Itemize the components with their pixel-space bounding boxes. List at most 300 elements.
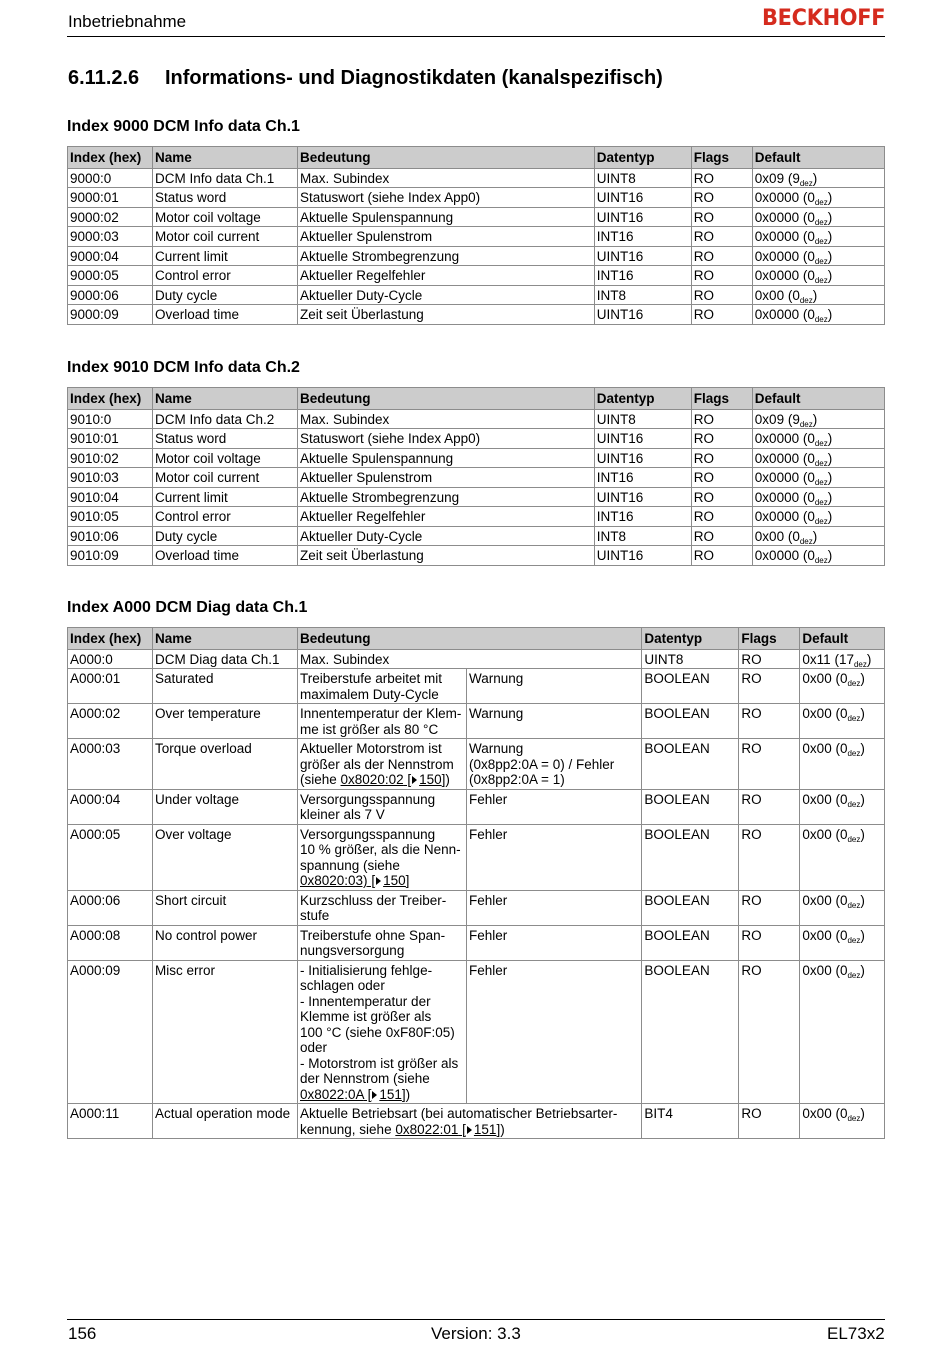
- cell-meaning: [298, 704, 467, 739]
- meaning-line: maximalem Duty-Cycle: [300, 686, 439, 702]
- dez-subscript: dez: [847, 1114, 861, 1123]
- cell-datatype: INT16: [594, 266, 691, 286]
- cell-default: [800, 704, 885, 739]
- cell-name: Misc error: [153, 960, 298, 1104]
- dez-subscript: dez: [814, 217, 828, 227]
- link-page[interactable]: 151: [473, 1121, 497, 1137]
- cell-default: [800, 890, 885, 925]
- cell-name: Current limit: [153, 487, 298, 507]
- table-row: [68, 704, 885, 739]
- cell-datatype: INT8: [594, 285, 691, 305]
- cell-datatype: BOOLEAN: [642, 739, 739, 790]
- default-close: ): [860, 892, 865, 908]
- cell-meaning: Aktuelle Strombegrenzung: [298, 487, 595, 507]
- cell-name: Over voltage: [153, 824, 298, 890]
- dez-subscript: dez: [847, 714, 861, 723]
- cell-default: [800, 649, 885, 669]
- meaning-line: [300, 1122, 639, 1138]
- cell-severity: Fehler: [467, 925, 642, 960]
- col-default: Default: [800, 628, 885, 650]
- cell-severity: Fehler: [467, 890, 642, 925]
- dez-subscript: dez: [814, 458, 828, 468]
- section-title-text: Informations- und Diagnostikdaten (kanalspezifisch): [165, 67, 663, 89]
- default-value: 0x00 (0: [802, 962, 848, 978]
- cell-name: Current limit: [153, 246, 298, 266]
- dez-subscript: dez: [814, 478, 828, 487]
- severity-line: (0x8pp2:0A = 1): [469, 772, 565, 787]
- cell-name: DCM Diag data Ch.1: [153, 649, 298, 669]
- cell-flags: RO: [691, 507, 752, 527]
- dez-subscript: dez: [814, 237, 828, 246]
- cell-datatype: BOOLEAN: [642, 890, 739, 925]
- col-default: Default: [752, 147, 884, 169]
- table-row: [68, 429, 885, 449]
- table-header-row: [68, 147, 885, 169]
- cell-severity: [467, 739, 642, 790]
- col-datatype: Datentyp: [594, 147, 691, 169]
- dez-subscript: dez: [814, 198, 828, 207]
- meaning-line: Treiberstufe arbeitet mit: [300, 671, 443, 686]
- cell-name: Duty cycle: [153, 526, 298, 546]
- cell-name: Status word: [153, 188, 298, 208]
- info-table-ch1: [67, 146, 885, 325]
- cell-name: No control power: [153, 925, 298, 960]
- meaning-line: Versorgungsspannung: [300, 791, 436, 807]
- link-close: ]): [496, 1121, 505, 1137]
- table-row: [68, 649, 885, 669]
- cell-flags: RO: [739, 669, 800, 704]
- cell-datatype: UINT16: [594, 448, 691, 468]
- col-flags: Flags: [691, 388, 752, 410]
- default-value: 0x00 (0: [802, 1106, 848, 1121]
- cell-name: DCM Info data Ch.2: [153, 409, 298, 429]
- link-close: ]): [441, 772, 450, 787]
- cell-name: Short circuit: [153, 890, 298, 925]
- default-value: 0x00 (0: [802, 741, 848, 756]
- cell-meaning: [298, 789, 467, 824]
- col-name: Name: [153, 388, 298, 410]
- link-open[interactable]: [: [458, 1121, 466, 1137]
- default-value: 0x00 (0: [802, 671, 848, 686]
- cell-severity: Warnung: [467, 704, 642, 739]
- default-close: ): [860, 706, 865, 721]
- cell-name: Saturated: [153, 669, 298, 704]
- cell-datatype: INT16: [594, 227, 691, 247]
- dez-subscript: dez: [847, 900, 861, 910]
- default-close: ): [812, 287, 818, 303]
- default-close: ): [860, 962, 865, 978]
- table-row: [68, 168, 885, 188]
- cell-meaning: Aktuelle Strombegrenzung: [298, 246, 595, 266]
- default-close: ): [860, 741, 865, 756]
- table-row: [68, 669, 885, 704]
- default-close: ): [827, 190, 833, 205]
- cell-flags: RO: [691, 409, 752, 429]
- table-body: [68, 168, 885, 324]
- default-close: ): [827, 489, 833, 505]
- dez-subscript: dez: [814, 315, 828, 324]
- cell-index: A000:05: [68, 824, 153, 890]
- cell-default: [752, 285, 884, 305]
- col-meaning: Bedeutung: [298, 388, 595, 410]
- col-index: Index (hex): [68, 147, 153, 169]
- cell-name: Status word: [153, 429, 298, 449]
- meaning-line: [300, 873, 464, 889]
- table-row: [68, 526, 885, 546]
- cell-severity: Fehler: [467, 824, 642, 890]
- dez-subscript: dez: [814, 556, 828, 565]
- meaning-line: 10 % größer, als die Nenn-: [300, 842, 461, 857]
- dez-subscript: dez: [814, 276, 828, 285]
- cell-datatype: UINT16: [594, 305, 691, 325]
- cell-meaning: Aktuelle Spulenspannung: [298, 207, 595, 227]
- cell-flags: RO: [691, 207, 752, 227]
- cell-index: 9010:05: [68, 507, 153, 527]
- dez-subscript: dez: [847, 679, 861, 688]
- cell-name: Motor coil voltage: [153, 207, 298, 227]
- cell-meaning: [298, 960, 467, 1104]
- table-row: [68, 227, 885, 247]
- default-close: ): [860, 826, 865, 842]
- cell-flags: RO: [691, 305, 752, 325]
- cell-meaning: Aktueller Regelfehler: [298, 266, 595, 286]
- cell-flags: RO: [739, 1104, 800, 1139]
- meaning-line: kleiner als 7 V: [300, 807, 385, 822]
- meaning-line: 100 °C (siehe 0xF80F:05): [300, 1024, 455, 1040]
- link-index[interactable]: 0x8020:02: [340, 772, 404, 787]
- cell-default: [800, 669, 885, 704]
- cell-default: [752, 468, 884, 488]
- cell-index: A000:02: [68, 704, 153, 739]
- info-table-ch2: [67, 387, 885, 566]
- cell-flags: RO: [691, 468, 752, 488]
- default-close: ): [827, 307, 833, 322]
- cell-datatype: BOOLEAN: [642, 789, 739, 824]
- default-value: 0x0000 (0: [754, 470, 815, 485]
- header-rule: [67, 36, 885, 37]
- table-row: [68, 890, 885, 925]
- default-value: 0x0000 (0: [754, 548, 815, 563]
- dez-subscript: dez: [799, 536, 813, 546]
- cell-severity: Fehler: [467, 789, 642, 824]
- cell-datatype: UINT8: [642, 649, 739, 669]
- default-value: 0x00 (0: [802, 927, 848, 943]
- default-value: 0x00 (0: [802, 892, 848, 908]
- cell-name: Overload time: [153, 546, 298, 566]
- cell-flags: RO: [739, 789, 800, 824]
- link-close[interactable]: ]: [405, 873, 410, 888]
- default-value: 0x0000 (0: [754, 431, 815, 446]
- cell-default: [800, 960, 885, 1104]
- link-open[interactable]: [: [363, 1086, 372, 1102]
- cell-datatype: UINT16: [594, 188, 691, 208]
- cell-flags: RO: [739, 739, 800, 790]
- cell-default: [752, 168, 884, 188]
- meaning-line: me ist größer als 80 °C: [300, 721, 439, 737]
- cell-name: Duty cycle: [153, 285, 298, 305]
- cell-meaning: Max. Subindex: [298, 649, 642, 669]
- default-close: ): [812, 411, 818, 427]
- cell-index: A000:01: [68, 669, 153, 704]
- cell-flags: RO: [691, 227, 752, 247]
- default-value: 0x0000 (0: [754, 509, 815, 524]
- col-index: Index (hex): [68, 628, 153, 650]
- table-title: Index 9000 DCM Info data Ch.1: [67, 118, 300, 135]
- cell-default: [752, 526, 884, 546]
- meaning-line: größer als der Nennstrom: [300, 756, 454, 772]
- cell-flags: RO: [691, 168, 752, 188]
- cell-flags: RO: [691, 448, 752, 468]
- meaning-line: [300, 772, 464, 788]
- default-value: 0x0000 (0: [754, 307, 815, 322]
- meaning-line: Treiberstufe ohne Span-: [300, 927, 446, 943]
- cell-datatype: UINT16: [594, 487, 691, 507]
- default-close: ): [860, 791, 865, 807]
- default-value: 0x00 (0: [754, 528, 800, 544]
- diag-table-ch1: [67, 627, 885, 1139]
- cell-index: A000:08: [68, 925, 153, 960]
- table-row: [68, 246, 885, 266]
- cell-datatype: UINT16: [594, 546, 691, 566]
- cell-datatype: BIT4: [642, 1104, 739, 1139]
- default-close: ): [812, 528, 818, 544]
- object-link[interactable]: [341, 772, 442, 787]
- cell-index: 9010:03: [68, 468, 153, 488]
- page-number: 156: [68, 1324, 97, 1343]
- cell-default: [752, 305, 884, 325]
- link-page[interactable]: 151: [379, 1086, 402, 1102]
- link-open[interactable]: [: [367, 873, 376, 888]
- cell-datatype: UINT8: [594, 409, 691, 429]
- version-label: Version: 3.3: [431, 1324, 521, 1343]
- dez-subscript: dez: [814, 497, 828, 507]
- table-header-row: [68, 388, 885, 410]
- col-index: Index (hex): [68, 388, 153, 410]
- default-close: ): [812, 170, 818, 186]
- table-row: [68, 960, 885, 1104]
- cell-flags: RO: [691, 266, 752, 286]
- cell-default: [752, 409, 884, 429]
- cell-flags: RO: [739, 890, 800, 925]
- cell-meaning: [298, 669, 467, 704]
- cell-name: Over temperature: [153, 704, 298, 739]
- dez-subscript: dez: [814, 517, 828, 526]
- cell-flags: RO: [739, 960, 800, 1104]
- default-close: ): [827, 248, 833, 264]
- table-row: [68, 266, 885, 286]
- cell-meaning: [298, 890, 467, 925]
- cell-index: 9000:06: [68, 285, 153, 305]
- default-value: 0x0000 (0: [754, 190, 815, 205]
- default-value: 0x09 (9: [754, 170, 800, 186]
- cell-index: A000:06: [68, 890, 153, 925]
- table-row: [68, 207, 885, 227]
- meaning-line: Versorgungsspannung: [300, 826, 436, 842]
- cell-flags: RO: [739, 925, 800, 960]
- default-value: 0x0000 (0: [754, 248, 815, 264]
- cell-datatype: BOOLEAN: [642, 669, 739, 704]
- dez-subscript: dez: [853, 659, 867, 669]
- default-value: 0x00 (0: [754, 287, 800, 303]
- col-name: Name: [153, 147, 298, 169]
- cell-flags: RO: [691, 285, 752, 305]
- object-link[interactable]: [395, 1122, 496, 1137]
- meaning-line: - Initialisierung fehlge-: [300, 962, 433, 978]
- dez-subscript: dez: [847, 834, 861, 844]
- cell-meaning: Aktueller Spulenstrom: [298, 227, 595, 247]
- cell-flags: RO: [691, 246, 752, 266]
- meaning-line: oder: [300, 1040, 328, 1055]
- dez-subscript: dez: [847, 799, 861, 809]
- cell-datatype: BOOLEAN: [642, 960, 739, 1104]
- cell-default: [800, 925, 885, 960]
- cell-index: 9000:09: [68, 305, 153, 325]
- default-value: 0x00 (0: [802, 706, 848, 721]
- dez-subscript: dez: [799, 178, 813, 188]
- default-close: ): [827, 470, 833, 485]
- cell-default: [752, 448, 884, 468]
- meaning-line: nungsversorgung: [300, 943, 405, 958]
- meaning-text: kennung, siehe: [300, 1121, 396, 1137]
- default-close: ): [827, 509, 833, 524]
- default-value: 0x00 (0: [802, 791, 848, 807]
- cell-index: 9010:0: [68, 409, 153, 429]
- meaning-line: Klemme ist größer als: [300, 1009, 432, 1024]
- col-meaning: Bedeutung: [298, 147, 595, 169]
- product-name: EL73x2: [827, 1324, 885, 1343]
- meaning-line: schlagen oder: [300, 978, 385, 993]
- default-close: ): [866, 651, 872, 667]
- table-row: [68, 305, 885, 325]
- cell-meaning: Aktuelle Spulenspannung: [298, 448, 595, 468]
- table-row: [68, 546, 885, 566]
- link-page[interactable]: 150: [383, 873, 406, 888]
- cell-default: [800, 824, 885, 890]
- col-name: Name: [153, 628, 298, 650]
- page-arrow-icon: [372, 1091, 377, 1099]
- page-arrow-icon: [467, 1126, 472, 1134]
- link-open[interactable]: [: [403, 772, 412, 787]
- cell-flags: RO: [691, 487, 752, 507]
- table-row: [68, 448, 885, 468]
- cell-flags: RO: [691, 429, 752, 449]
- cell-severity: Warnung: [467, 669, 642, 704]
- default-close: ): [827, 229, 833, 244]
- cell-index: 9010:04: [68, 487, 153, 507]
- dez-subscript: dez: [814, 256, 828, 266]
- cell-flags: RO: [739, 704, 800, 739]
- col-flags: Flags: [691, 147, 752, 169]
- default-value: 0x0000 (0: [754, 268, 815, 283]
- meaning-line: der Nennstrom (siehe: [300, 1071, 430, 1086]
- cell-index: A000:0: [68, 649, 153, 669]
- cell-index: 9010:01: [68, 429, 153, 449]
- dez-subscript: dez: [847, 935, 861, 945]
- beckhoff-logo: BECKHOFF: [762, 6, 886, 31]
- table-row: [68, 409, 885, 429]
- dez-subscript: dez: [847, 749, 861, 758]
- cell-name: Under voltage: [153, 789, 298, 824]
- default-close: ): [827, 268, 833, 283]
- cell-name: Actual operation mode: [153, 1104, 298, 1139]
- default-value: 0x0000 (0: [754, 229, 815, 244]
- default-close: ): [827, 548, 833, 563]
- cell-index: 9010:09: [68, 546, 153, 566]
- table-row: [68, 468, 885, 488]
- link-page[interactable]: 150: [419, 772, 442, 787]
- cell-default: [800, 789, 885, 824]
- cell-datatype: INT16: [594, 468, 691, 488]
- cell-index: 9010:06: [68, 526, 153, 546]
- dez-subscript: dez: [847, 970, 861, 980]
- severity-line: Warnung: [469, 741, 524, 756]
- cell-flags: RO: [691, 526, 752, 546]
- cell-index: 9000:02: [68, 207, 153, 227]
- page-arrow-icon: [412, 776, 417, 784]
- meaning-line: - Motorstrom ist größer als: [300, 1055, 459, 1071]
- cell-meaning: Aktueller Duty-Cycle: [298, 526, 595, 546]
- cell-index: 9000:04: [68, 246, 153, 266]
- cell-datatype: UINT16: [594, 246, 691, 266]
- cell-default: [752, 266, 884, 286]
- cell-default: [752, 207, 884, 227]
- running-header: Inbetriebnahme: [68, 12, 187, 31]
- col-flags: Flags: [739, 628, 800, 650]
- default-close: ): [827, 431, 833, 446]
- link-index[interactable]: 0x8022:01: [395, 1121, 459, 1137]
- cell-flags: RO: [691, 188, 752, 208]
- meaning-line: Aktueller Motorstrom ist: [300, 741, 442, 756]
- cell-datatype: BOOLEAN: [642, 925, 739, 960]
- object-link[interactable]: [300, 873, 409, 888]
- cell-datatype: BOOLEAN: [642, 824, 739, 890]
- table-title: Index 9010 DCM Info data Ch.2: [67, 359, 300, 376]
- cell-name: Overload time: [153, 305, 298, 325]
- default-value: 0x00 (0: [802, 826, 848, 842]
- cell-flags: RO: [739, 649, 800, 669]
- table-row: [68, 507, 885, 527]
- cell-name: Torque overload: [153, 739, 298, 790]
- meaning-line: spannung (siehe: [300, 857, 400, 873]
- meaning-line: [300, 1087, 464, 1103]
- table-row: [68, 487, 885, 507]
- link-index[interactable]: 0x8020:03): [300, 873, 368, 888]
- footer-rule: [67, 1319, 885, 1320]
- cell-flags: RO: [739, 824, 800, 890]
- cell-default: [752, 487, 884, 507]
- object-link[interactable]: [300, 1087, 402, 1102]
- table-header-row: [68, 628, 885, 650]
- cell-name: Control error: [153, 266, 298, 286]
- cell-index: 9000:01: [68, 188, 153, 208]
- dez-subscript: dez: [799, 295, 813, 305]
- cell-meaning: Zeit seit Überlastung: [298, 546, 595, 566]
- table-body: [68, 649, 885, 1139]
- table-row: [68, 285, 885, 305]
- table-row: [68, 824, 885, 890]
- link-index[interactable]: 0x8022:0A: [300, 1086, 364, 1102]
- cell-index: 9000:05: [68, 266, 153, 286]
- meaning-line: Kurzschluss der Treiber-: [300, 892, 447, 908]
- cell-datatype: UINT16: [594, 207, 691, 227]
- dez-subscript: dez: [814, 439, 828, 448]
- cell-name: Motor coil current: [153, 227, 298, 247]
- default-close: ): [827, 450, 833, 466]
- cell-index: 9000:0: [68, 168, 153, 188]
- col-datatype: Datentyp: [594, 388, 691, 410]
- cell-name: Control error: [153, 507, 298, 527]
- default-close: ): [827, 209, 833, 225]
